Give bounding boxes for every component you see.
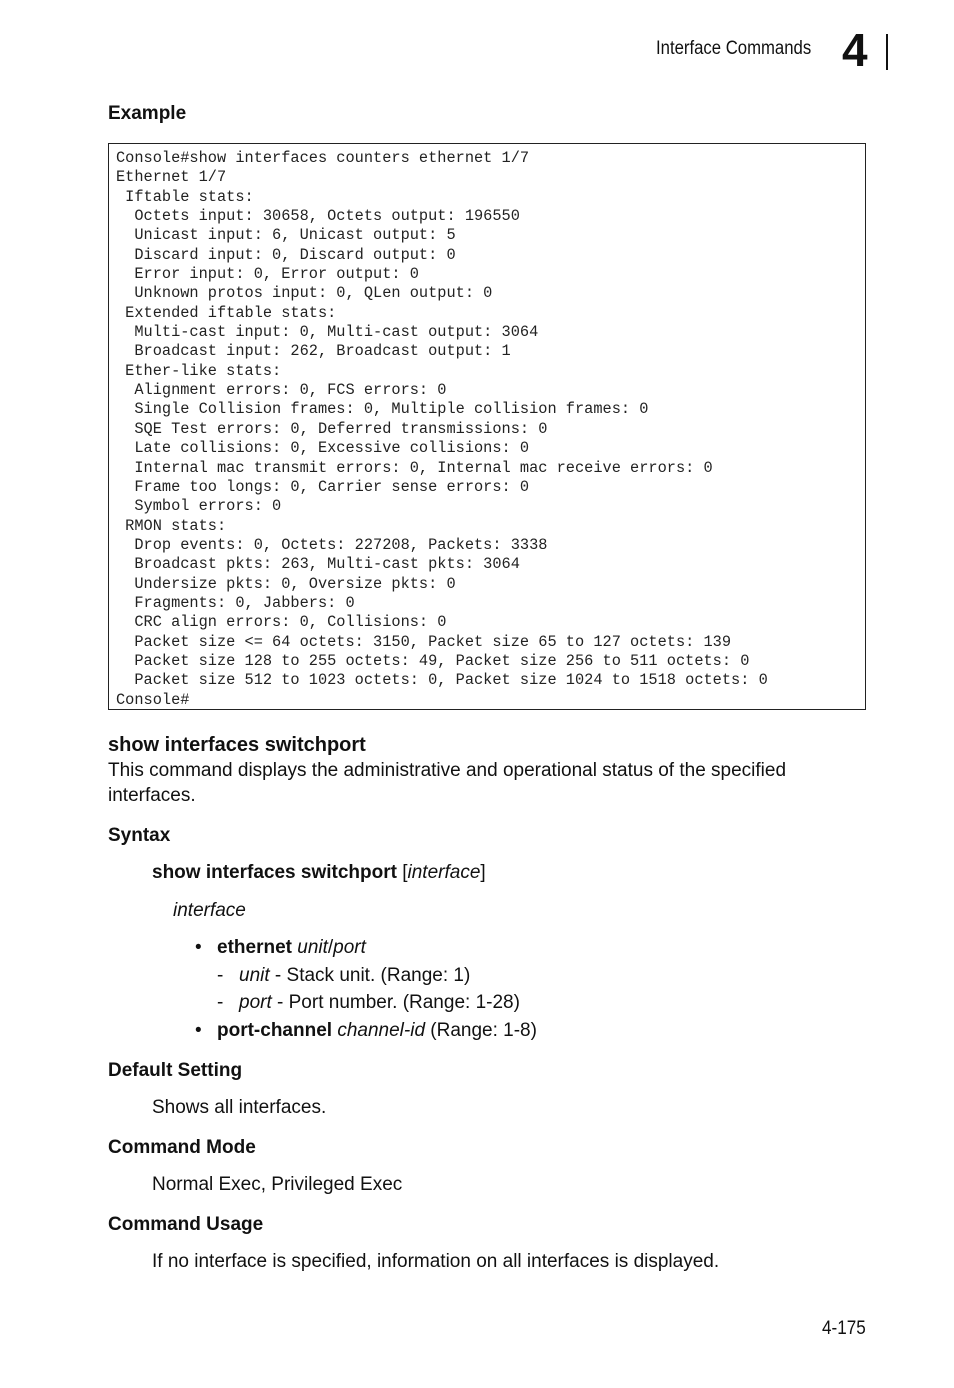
syntax-param: interface [407, 862, 481, 883]
command-description: This command displays the administrative and operational status of the specified [108, 760, 787, 781]
bullet-port-channel [195, 1020, 537, 1042]
syntax-heading: Syntax [108, 825, 171, 846]
command-mode-heading: Command Mode [108, 1137, 256, 1158]
keyword-ethernet: ethernet [217, 937, 292, 958]
syntax-bracket-open: [ [396, 862, 408, 883]
arg-separator: / [327, 937, 334, 958]
arg-unit: unit [297, 937, 328, 958]
keyword-port-channel: port-channel [217, 1020, 333, 1041]
command-mode-text: Normal Exec, Privileged Exec [152, 1174, 403, 1195]
sub-item-port [217, 992, 520, 1014]
running-header: Interface Commands [656, 38, 812, 59]
sub-item-unit [217, 965, 471, 987]
default-setting-text: Shows all interfaces. [152, 1097, 327, 1118]
command-title: show interfaces switchport [108, 734, 366, 756]
sub-item-port-desc: - Port number. (Range: 1-28) [271, 992, 520, 1013]
sub-item-port-text [239, 992, 520, 1014]
command-usage-text: If no interface is specified, information on all interfaces is displayed. [152, 1251, 720, 1272]
bullet-mark: • [195, 937, 202, 958]
syntax-command: show interfaces switchport [152, 862, 397, 883]
syntax-line [152, 862, 486, 884]
sub-item-unit-name: unit [239, 965, 270, 986]
bullet-ethernet-text [217, 937, 366, 959]
sub-item-unit-text [239, 965, 470, 987]
param-label [173, 900, 246, 922]
code-example: Console#show interfaces counters ethernet 1/7 Ethernet 1/7 Iftable stats: Octets input: 30658, Octets output: 196550 Unicast input: 6, Unicast output: 5 Discard input: 0, Discard output: 0 Error input: 0, Error output: 0 Unknown protos input: 0, QLen output: 0 Extended iftable stats: Multi-cast input: 0, Multi-cast output: 3064 Broadcast input: 262, Broadcast output: 1 Ether-like stats: Alignment errors: 0, FCS errors: 0 Single Collision frames: 0, Multiple collision frames: 0 SQE Test errors: 0, Deferred transmissions: 0 Late collisions: 0, Excessive collisions: 0 Internal mac transmit errors: 0, Internal mac receive errors: 0 Frame too longs: 0, Carrier sense errors: 0 Symbol errors: 0 RMON stats: Drop events: 0, Octets: 227208, Packets: 3338 Broadcast pkts: 263, Multi-cast pkts: 3064 Undersize pkts: 0, Oversize pkts: 0 Fragments: 0, Jabbers: 0 CRC align errors: 0, Collisions: 0 Packet size <= 64 octets: 3150, Packet size 65 to 127 octets: 139 Packet size 128 to 255 octets: 49, Packet size 256 to 511 octets: 0 Packet size 512 to 1023 octets: 0, Packet size 1024 to 1518 octets: 0 Console# [116, 149, 768, 709]
dash-mark: - [217, 965, 224, 986]
command-description-cont: interfaces. [108, 785, 196, 806]
code-example-box [108, 143, 866, 710]
example-heading: Example [108, 103, 187, 124]
chapter-divider [886, 34, 888, 70]
sub-item-port-name: port [239, 992, 272, 1013]
page-number: 4-175 [822, 1318, 866, 1339]
param-label-text: interface [173, 900, 246, 921]
syntax-bracket-close: ] [480, 862, 486, 883]
sub-item-unit-desc: - Stack unit. (Range: 1) [269, 965, 471, 986]
default-setting-heading: Default Setting [108, 1060, 243, 1081]
command-usage-heading: Command Usage [108, 1214, 264, 1235]
arg-channel-id: channel-id [337, 1020, 426, 1041]
dash-mark: - [217, 992, 224, 1013]
bullet-port-channel-text [217, 1020, 537, 1042]
port-channel-range: (Range: 1-8) [425, 1020, 537, 1041]
bullet-mark: • [195, 1020, 202, 1041]
chapter-number: 4 [842, 24, 868, 76]
arg-port: port [333, 937, 366, 958]
bullet-ethernet [195, 937, 366, 959]
